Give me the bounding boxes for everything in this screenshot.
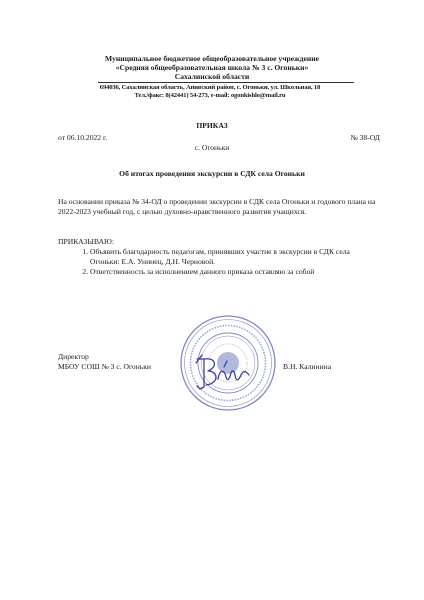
header-divider bbox=[98, 82, 354, 83]
handwritten-signature-icon bbox=[194, 353, 252, 395]
orders-list bbox=[74, 247, 380, 277]
order-subject: Об итогах проведения экскурсии в СДК села Огоньки bbox=[119, 169, 305, 178]
org-name-line2: «Средняя общеобразовательная школа № 3 с. Огоньки» bbox=[115, 63, 309, 72]
list-item: 2. Ответственность за исполнением данного приказа оставляю за собой bbox=[90, 267, 380, 277]
signatory-name: В.Н. Калинина bbox=[283, 362, 332, 371]
order-number: № 38-ОД bbox=[350, 133, 380, 142]
order-place: с. Огоньки bbox=[194, 143, 230, 152]
orders-label: ПРИКАЗЫВАЮ: bbox=[58, 237, 114, 246]
list-item: 1. Объявить благодарность педагогам, принявших участие в экскурсии в СДК села Огоньки: Е.А. Унинец, Д.Н. Черновой. bbox=[90, 247, 380, 267]
order-date: от 06.10.2022 г. bbox=[58, 133, 108, 142]
order-title: ПРИКАЗ bbox=[196, 121, 228, 130]
org-name-line3: Сахалинской области bbox=[174, 72, 250, 81]
signatory-position-line2: МБОУ СОШ № 3 с. Огоньки bbox=[58, 362, 151, 371]
org-address: 694036, Сахалинская область, Анивский район, с. Огоньки, ул. Школьная, 18 bbox=[99, 84, 321, 91]
org-name-line1: Муниципальное бюджетное общеобразовательное учреждение bbox=[105, 54, 319, 63]
order-basis-paragraph: На основании приказа № 34-ОД о проведении экскурсии в СДК села Огоньки и годового плана на 2022-2023 учебный год, с целью духовно-нравственного развития учащихся. bbox=[58, 197, 376, 216]
org-contacts: Тел./факс: 8(42441) 54-273, e-mail: ogonkishlo@mail.ru bbox=[134, 92, 286, 99]
signatory-position-line1: Директор bbox=[58, 352, 89, 361]
